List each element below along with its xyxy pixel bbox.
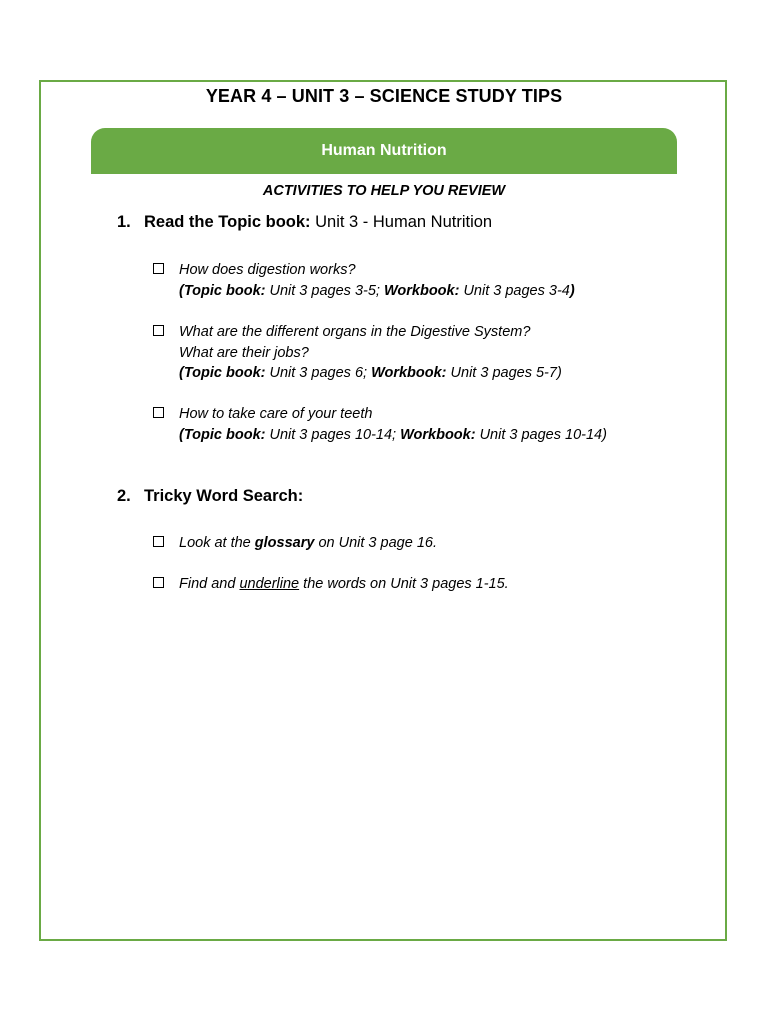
item-question: What are the different organs in the Digestive System? <box>179 324 531 340</box>
item-question: What are their jobs? <box>179 344 309 361</box>
section-1-number: 1. <box>117 213 131 231</box>
item-text: Find and underline the words on Unit 3 pages 1-15. <box>179 576 509 592</box>
section-2-number: 2. <box>117 487 131 505</box>
topic-banner <box>91 128 677 174</box>
checklist-item <box>153 574 623 595</box>
activities-subheading: ACTIVITIES TO HELP YOU REVIEW <box>262 183 506 199</box>
item-reference: (Topic book: Unit 3 pages 3-5; Workbook: Unit 3 pages 3-4) <box>179 282 575 299</box>
page-border <box>39 80 727 941</box>
item-reference: (Topic book: Unit 3 pages 10-14; Workbook: Unit 3 pages 10-14) <box>179 426 607 443</box>
page-title: YEAR 4 – UNIT 3 – SCIENCE STUDY TIPS <box>205 86 563 106</box>
checklist-item <box>153 533 623 554</box>
checkbox[interactable] <box>153 407 164 418</box>
item-question: How does digestion works? <box>179 262 356 278</box>
item-reference: (Topic book: Unit 3 pages 6; Workbook: Unit 3 pages 5-7) <box>179 365 562 381</box>
checkbox[interactable] <box>153 536 164 547</box>
banner-label: Human Nutrition <box>321 142 447 159</box>
checkbox[interactable] <box>153 325 164 336</box>
checkbox[interactable] <box>153 263 164 274</box>
section-2-heading <box>117 487 303 506</box>
item-question: How to take care of your teeth <box>179 406 373 422</box>
section-2-lead: Tricky Word Search: <box>144 487 304 505</box>
checkbox[interactable] <box>153 577 164 588</box>
checklist-item <box>153 404 623 445</box>
section-1-heading <box>117 213 492 232</box>
item-text: Look at the glossary on Unit 3 page 16. <box>179 535 437 551</box>
section-1-rest: Unit 3 - Human Nutrition <box>310 213 493 231</box>
section-1-lead: Read the Topic book: <box>144 213 311 231</box>
checklist-item <box>153 322 623 384</box>
checklist-item <box>153 260 623 301</box>
